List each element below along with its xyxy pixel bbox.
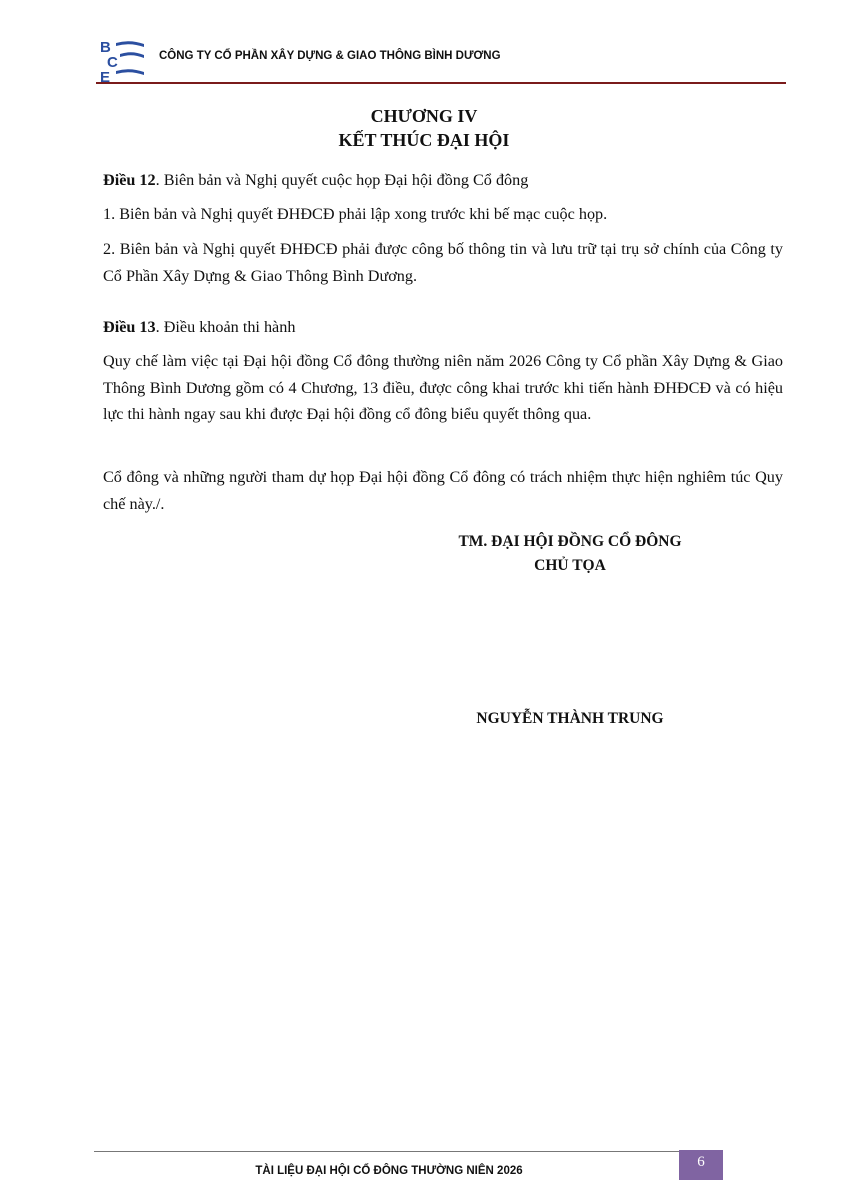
header-divider	[96, 82, 786, 84]
svg-text:B: B	[100, 39, 111, 56]
article-13-paragraph-1: Quy chế làm việc tại Đại hội đồng Cổ đông thường niên năm 2026 Công ty Cổ phần Xây Dựng & Giao Thông Bình Dương gồm có 4 Chương, 13 điều, được công khai trước khi tiến hành ĐHĐCĐ và có hiệu lực thi hành ngay sau khi được Đại hội đồng cổ đông biểu quyết thông qua.	[103, 352, 783, 424]
article-12-title: . Biên bản và Nghị quyết cuộc họp Đại hội đồng Cổ đông	[155, 171, 529, 189]
article-13-label: Điều 13	[103, 318, 156, 336]
company-logo	[98, 38, 146, 82]
svg-text:C: C	[107, 54, 118, 71]
article-13-heading	[103, 314, 783, 341]
svg-text:E: E	[100, 69, 111, 82]
company-name: CÔNG TY CỔ PHẦN XÂY DỰNG & GIAO THÔNG BÌNH DƯƠNG	[159, 50, 501, 62]
page-header	[96, 38, 786, 84]
chapter-number: CHƯƠNG IV	[370, 106, 478, 126]
chapter-title: KẾT THÚC ĐẠI HỘI	[338, 130, 510, 150]
page-number: 6	[679, 1150, 723, 1180]
article-12-item-1: 1. Biên bản và Nghị quyết ĐHĐCĐ phải lập xong trước khi bế mạc cuộc họp.	[103, 205, 608, 223]
signature-title: TM. ĐẠI HỘI ĐỒNG CỔ ĐÔNG	[458, 533, 682, 550]
article-12-heading	[103, 167, 783, 194]
article-12-item-2: 2. Biên bản và Nghị quyết ĐHĐCĐ phải được công bố thông tin và lưu trữ tại trụ sở chính của Công ty Cổ Phần Xây Dựng & Giao Thông Bình Dương.	[103, 240, 783, 285]
footer-title: TÀI LIỆU ĐẠI HỘI CỔ ĐÔNG THƯỜNG NIÊN 2026	[255, 1165, 523, 1177]
article-12-label: Điều 12	[103, 171, 156, 189]
article-13-paragraph-2: Cổ đông và những người tham dự họp Đại hội đồng Cổ đông có trách nhiệm thực hiện nghiêm túc Quy chế này./.	[103, 468, 783, 513]
signatory-name: NGUYỄN THÀNH TRUNG	[476, 710, 664, 727]
signature-role: CHỦ TỌA	[534, 557, 606, 574]
article-13-title: . Điều khoản thi hành	[155, 318, 296, 336]
footer-divider	[94, 1151, 684, 1152]
